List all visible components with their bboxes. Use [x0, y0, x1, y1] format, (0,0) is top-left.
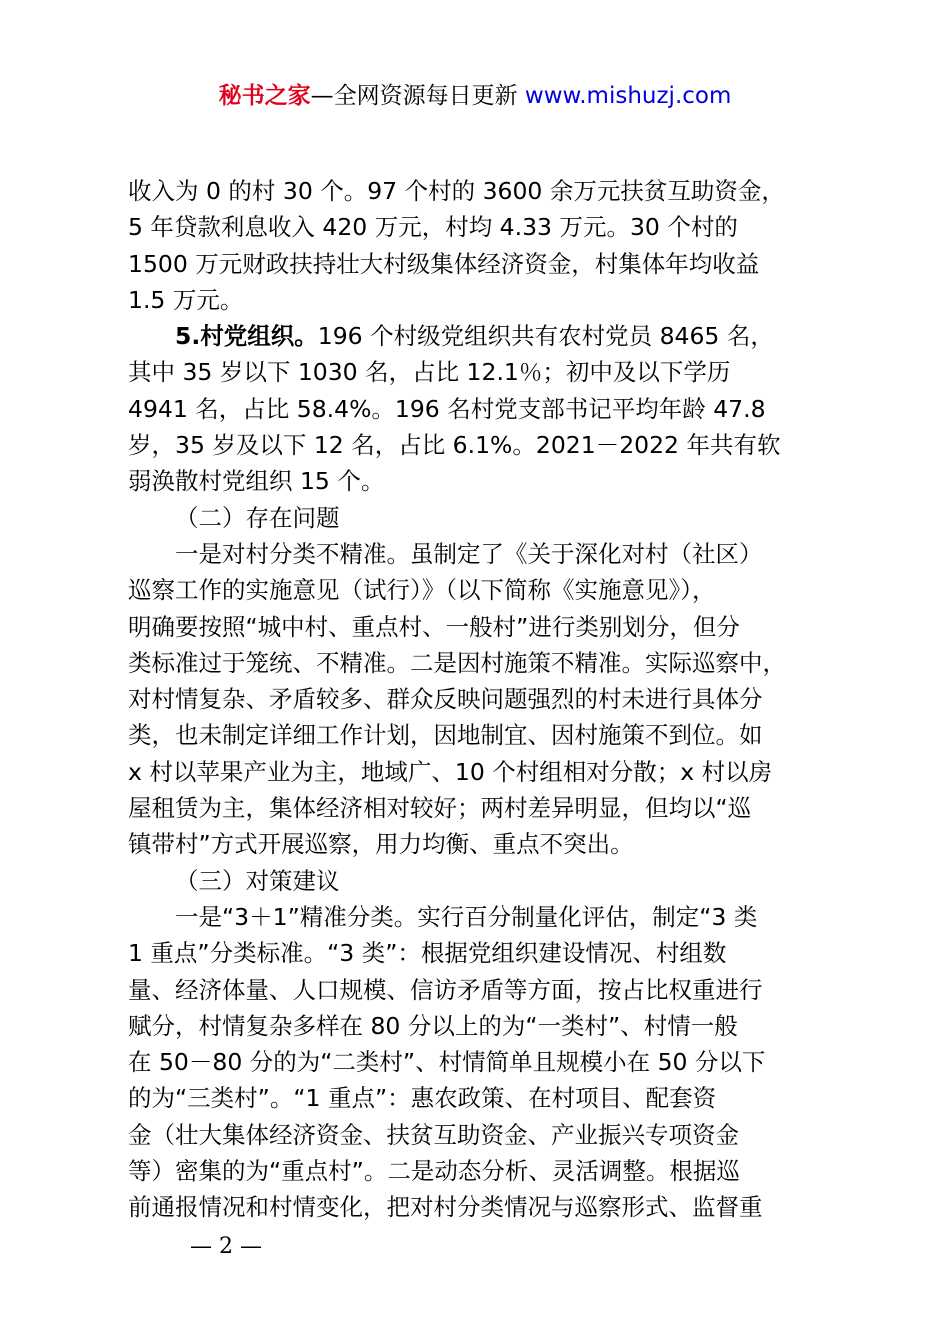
site-url-link[interactable]: www.mishuzj.com: [524, 83, 732, 109]
text-line: 赋分，村情复杂多样在 80 分以上的为“一类村”、村情一般: [128, 1011, 738, 1040]
section-5-heading-line: [128, 318, 848, 354]
text-line: 的为“三类村”。“1 重点”：惠农政策、在村项目、配套资: [128, 1084, 717, 1113]
text-line: x 村以苹果产业为主，地域广、10 个村组相对分散；x 村以房: [128, 757, 773, 786]
text-line: 弱涣散村党组织 15 个。: [128, 467, 385, 496]
section-5-title: 5.村党组织。: [175, 322, 318, 351]
text-line: 其中 35 岁以下 1030 名，占比 12.1％；初中及以下学历: [128, 358, 731, 387]
text-line: 镇带村”方式开展巡察，用力均衡、重点不突出。: [128, 830, 634, 859]
text-line: 岁，35 岁及以下 12 名，占比 6.1%。2021－2022 年共有软: [128, 431, 781, 460]
text-line: 屋租赁为主，集体经济相对较好；两村差异明显，但均以“巡: [128, 794, 752, 823]
text-line: 5 年贷款利息收入 420 万元，村均 4.33 万元。30 个村的: [128, 213, 738, 242]
text-line: 4941 名，占比 58.4%。196 名村党支部书记平均年龄 47.8: [128, 394, 766, 423]
section-heading-problems: （二）存在问题: [175, 503, 340, 532]
site-slogan: —全网资源每日更新: [310, 83, 525, 109]
text-line: 收入为 0 的村 30 个。97 个村的 3600 余万元扶贫互助资金，: [128, 177, 785, 205]
text-line: 1 重点”分类标准。“3 类”：根据党组织建设情况、村组数: [128, 939, 727, 968]
text-line: 在 50－80 分的为“二类村”、村情简单且规模小在 50 分以下: [128, 1048, 766, 1077]
text-line: 1500 万元财政扶持壮大村级集体经济资金，村集体年均收益: [128, 249, 760, 278]
document-body: [128, 173, 848, 1226]
site-header: [0, 80, 950, 112]
text-line: 明确要按照“城中村、重点村、一般村”进行类别划分，但分: [128, 612, 740, 641]
text-line: 一是“3＋1”精准分类。实行百分制量化评估，制定“3 类: [175, 902, 758, 931]
text-line: 类标准过于笼统、不精准。二是因村施策不精准。实际巡察中，: [128, 648, 786, 677]
text-line: 等）密集的为“重点村”。二是动态分析、灵活调整。根据巡: [128, 1157, 740, 1186]
text-line: 类，也未制定详细工作计划，因地制宜、因村施策不到位。如: [128, 721, 763, 750]
text-line: 金（壮大集体经济资金、扶贫互助资金、产业振兴专项资金: [128, 1120, 739, 1149]
site-brand: 秘书之家: [218, 83, 311, 109]
text-line: 对村情复杂、矛盾较多、群众反映问题强烈的村未进行具体分: [128, 685, 763, 714]
text-line: 量、经济体量、人口规模、信访矛盾等方面，按占比权重进行: [128, 975, 763, 1004]
text-line: 巡察工作的实施意见（试行）》（以下简称《实施意见》），: [128, 576, 716, 605]
section-5-text: 196 个村级党组织共有农村党员 8465 名，: [317, 322, 774, 351]
text-line: 前通报情况和村情变化，把对村分类情况与巡察形式、监督重: [128, 1193, 763, 1222]
text-line: 1.5 万元。: [128, 285, 244, 314]
text-line: 一是对村分类不精准。虽制定了《关于深化对村（社区）: [175, 539, 763, 568]
page-number: — 2 —: [190, 1234, 262, 1259]
section-heading-suggestions: （三）对策建议: [175, 866, 340, 895]
